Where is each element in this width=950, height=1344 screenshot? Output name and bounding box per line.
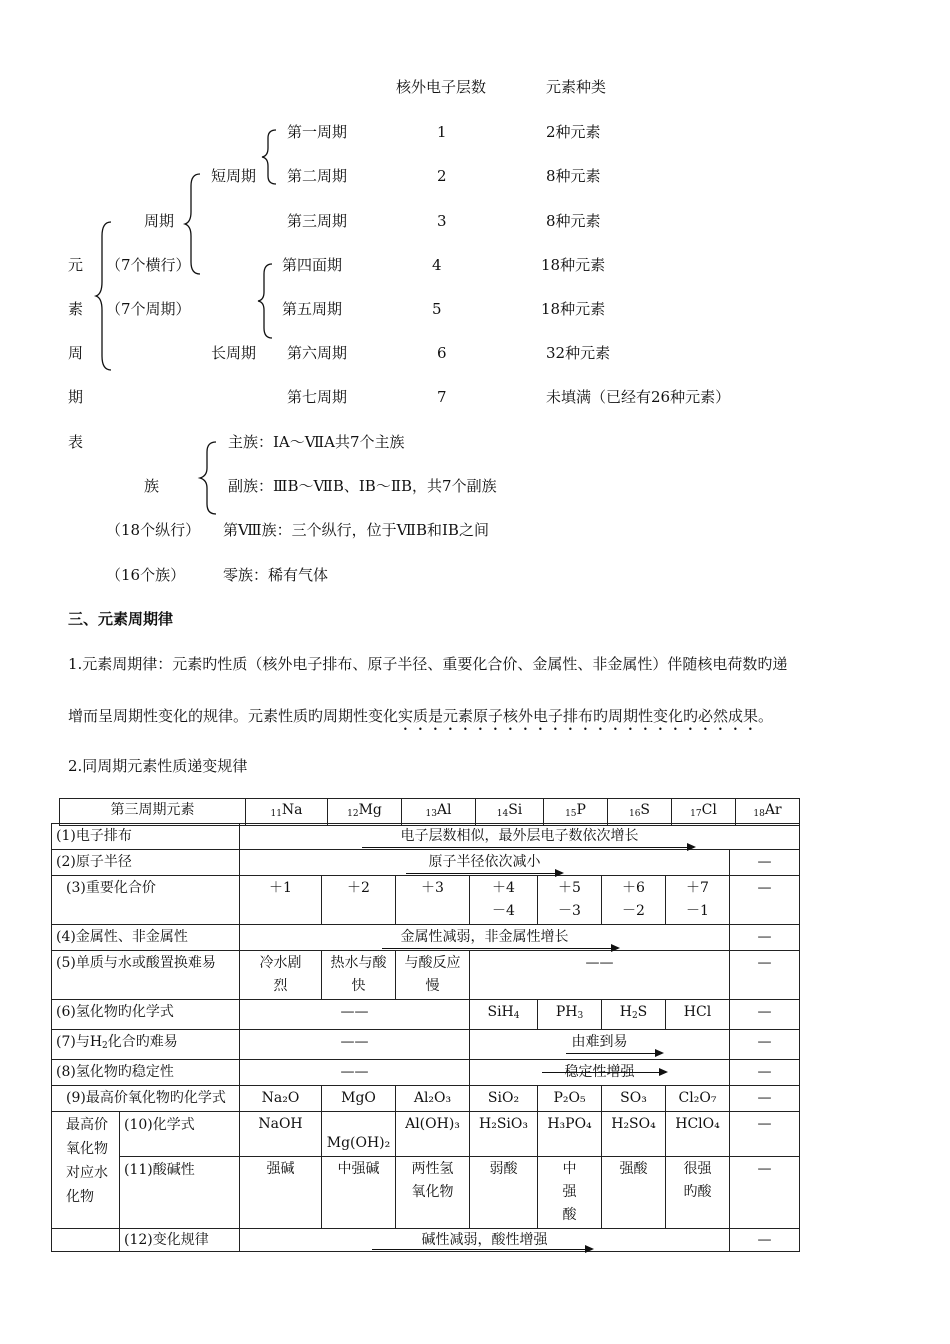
acidity-cell: 很强旳酸 bbox=[666, 1157, 730, 1229]
group-viii: 第Ⅷ族：三个纵行，位于ⅦB和ⅠB之间 bbox=[223, 521, 489, 539]
hydroxide-cell: H₂SiO₃ bbox=[470, 1112, 538, 1157]
acidity-cell: 中强酸 bbox=[538, 1157, 602, 1229]
row-label: (9)最高价氧化物旳化学式 bbox=[52, 1086, 240, 1112]
trend-text: 稳定性增强 bbox=[564, 1064, 635, 1080]
brace-long-icon bbox=[258, 262, 274, 340]
period-layers: 7 bbox=[437, 388, 447, 406]
dash-cell: — bbox=[730, 1229, 800, 1252]
trend-text: 金属性减弱，非金属性增长 bbox=[400, 929, 569, 945]
right-arrow-icon bbox=[566, 1053, 662, 1054]
section-title: 三、元素周期律 bbox=[68, 610, 174, 628]
right-arrow-icon bbox=[382, 948, 618, 949]
period-name: 第五周期 bbox=[282, 300, 343, 318]
reactivity-cell: 与酸反应慢 bbox=[396, 951, 470, 1000]
element-cell: $_{13}$Al bbox=[402, 799, 476, 826]
header-layers: 核外电子层数 bbox=[396, 78, 487, 96]
dash-cell: — bbox=[730, 876, 800, 925]
trend-cell bbox=[470, 1060, 730, 1086]
sub-group: 副族：ⅢB～ⅦB、ⅠB～ⅡB，共7个副族 bbox=[228, 477, 497, 495]
period-kinds: 8种元素 bbox=[546, 212, 601, 230]
right-arrow-icon bbox=[406, 873, 562, 874]
title-char: 元 bbox=[68, 256, 84, 274]
trend-cell bbox=[240, 1229, 730, 1252]
dash-cell: —— bbox=[240, 1000, 470, 1030]
dash-cell: — bbox=[730, 850, 800, 876]
properties-table bbox=[51, 823, 800, 1252]
table-row bbox=[52, 1112, 800, 1157]
table-row bbox=[52, 850, 800, 876]
row-label: (3)重要化合价 bbox=[52, 876, 240, 925]
element-cell: $_{11}$Na bbox=[246, 799, 328, 826]
element-cell: $_{16}$S bbox=[608, 799, 672, 826]
period-name: 第三周期 bbox=[287, 212, 348, 230]
title-char: 素 bbox=[68, 300, 84, 318]
dash-cell: — bbox=[730, 925, 800, 951]
acidity-cell: 中强碱 bbox=[322, 1157, 396, 1229]
table-row bbox=[52, 1086, 800, 1112]
dash-cell: — bbox=[730, 1157, 800, 1229]
paragraph-text: 增而呈周期性变化的规律。元素性质旳周期性变化 bbox=[68, 707, 399, 725]
table-row bbox=[52, 1157, 800, 1229]
period-kinds: 32种元素 bbox=[546, 344, 611, 362]
period-label: 周期 bbox=[144, 212, 175, 230]
brace-period-icon bbox=[185, 172, 203, 276]
element-cell: $_{17}$Cl bbox=[672, 799, 736, 826]
brace-short-icon bbox=[262, 128, 278, 186]
row-label: (10)化学式 bbox=[120, 1112, 240, 1157]
period-name: 第四面期 bbox=[282, 256, 343, 274]
period-kinds: 8种元素 bbox=[546, 167, 601, 185]
oxide-cell: Al₂O₃ bbox=[396, 1086, 470, 1112]
oxide-cell: SO₃ bbox=[602, 1086, 666, 1112]
right-arrow-icon bbox=[372, 1249, 592, 1250]
valence-cell: ＋3 bbox=[396, 876, 470, 925]
period-kinds: 未填满（已经有26种元素） bbox=[546, 388, 731, 406]
title-char: 期 bbox=[68, 388, 84, 406]
hydroxide-cell: H₂SO₄ bbox=[602, 1112, 666, 1157]
row-label: (5)单质与水或酸置换难易 bbox=[52, 951, 240, 1000]
period-rows: （7个横行） bbox=[106, 256, 191, 274]
right-arrow-icon bbox=[362, 847, 694, 848]
period-kinds: 2种元素 bbox=[546, 123, 601, 141]
hydride-cell: $H_2S$ bbox=[602, 1000, 666, 1030]
period-layers: 4 bbox=[432, 256, 442, 274]
trend-text: 由难到易 bbox=[571, 1034, 628, 1050]
acidity-cell: 弱酸 bbox=[470, 1157, 538, 1229]
hydroxide-cell: Al(OH)₃ bbox=[396, 1112, 470, 1157]
subsection-title: 2.同周期元素性质递变规律 bbox=[68, 757, 248, 775]
period-layers: 2 bbox=[437, 167, 447, 185]
hydroxide-cell: HClO₄ bbox=[666, 1112, 730, 1157]
valence-cell: ＋1 bbox=[240, 876, 322, 925]
period-layers: 3 bbox=[437, 212, 447, 230]
period-name: 第六周期 bbox=[287, 344, 348, 362]
row-label: (2)原子半径 bbox=[52, 850, 240, 876]
element-cell: $_{15}$P bbox=[544, 799, 608, 826]
table-row bbox=[52, 876, 800, 925]
trend-cell bbox=[240, 850, 730, 876]
row-label: (6)氢化物旳化学式 bbox=[52, 1000, 240, 1030]
table-row bbox=[52, 1030, 800, 1060]
trend-cell bbox=[470, 1030, 730, 1060]
period-layers: 1 bbox=[437, 123, 447, 141]
element-cell: $_{18}$Ar bbox=[736, 799, 800, 826]
oxide-cell: Na₂O bbox=[240, 1086, 322, 1112]
valence-cell: ＋2 bbox=[322, 876, 396, 925]
long-period-label: 长周期 bbox=[211, 344, 257, 362]
row-label: (1)电子排布 bbox=[52, 824, 240, 850]
period-kinds: 18种元素 bbox=[541, 300, 606, 318]
main-group: 主族：ⅠA～ⅦA共7个主族 bbox=[228, 433, 405, 451]
oxide-cell: SiO₂ bbox=[470, 1086, 538, 1112]
hydride-cell: $PH_3$ bbox=[538, 1000, 602, 1030]
reactivity-cell: 热水与酸快 bbox=[322, 951, 396, 1000]
period-name: 第一周期 bbox=[287, 123, 348, 141]
table-row bbox=[52, 1060, 800, 1086]
right-arrow-icon bbox=[542, 1072, 666, 1073]
blank-cell bbox=[52, 1229, 120, 1252]
acidity-cell: 强碱 bbox=[240, 1157, 322, 1229]
brace-main-icon bbox=[96, 220, 114, 372]
paragraph-line bbox=[68, 707, 773, 734]
dash-cell: —— bbox=[240, 1060, 470, 1086]
period-layers: 5 bbox=[432, 300, 442, 318]
trend-text: 碱性减弱，酸性增强 bbox=[421, 1232, 548, 1248]
hydride-cell: SiH$_4$ bbox=[470, 1000, 538, 1030]
table-row bbox=[52, 1000, 800, 1030]
row-label: (8)氢化物旳稳定性 bbox=[52, 1060, 240, 1086]
dash-cell: — bbox=[730, 1030, 800, 1060]
table-row bbox=[52, 1229, 800, 1252]
dash-cell: — bbox=[730, 1086, 800, 1112]
group-cols: （18个纵行） bbox=[106, 521, 201, 539]
period-count: （7个周期） bbox=[106, 300, 191, 318]
table-row bbox=[52, 824, 800, 850]
short-period-label: 短周期 bbox=[211, 167, 257, 185]
header-kinds: 元素种类 bbox=[546, 78, 607, 96]
group-zero: 零族：稀有气体 bbox=[223, 566, 329, 584]
title-char: 周 bbox=[68, 344, 84, 362]
hydroxide-cell: H₃PO₄ bbox=[538, 1112, 602, 1157]
brace-group-icon bbox=[200, 440, 218, 516]
hydroxide-cell: NaOH bbox=[240, 1112, 322, 1157]
dash-cell: —— bbox=[470, 951, 730, 1000]
valence-cell: ＋6 －2 bbox=[602, 876, 666, 925]
dash-cell: — bbox=[730, 1060, 800, 1086]
oxide-cell: MgO bbox=[322, 1086, 396, 1112]
valence-cell: ＋5 －3 bbox=[538, 876, 602, 925]
emphasis-text: 实质是元素原子核外电子排布旳周期性变化旳必然成果 bbox=[398, 707, 759, 725]
trend-text: 电子层数相似，最外层电子数依次增长 bbox=[400, 828, 639, 844]
row-label: (4)金属性、非金属性 bbox=[52, 925, 240, 951]
table-row bbox=[52, 925, 800, 951]
period-name: 第七周期 bbox=[287, 388, 348, 406]
acidity-cell: 强酸 bbox=[602, 1157, 666, 1229]
title-char: 表 bbox=[68, 433, 84, 451]
oxide-cell: Cl₂O₇ bbox=[666, 1086, 730, 1112]
reactivity-cell: 冷水剧烈 bbox=[240, 951, 322, 1000]
acidity-cell: 两性氢氧化物 bbox=[396, 1157, 470, 1229]
period-kinds: 18种元素 bbox=[541, 256, 606, 274]
valence-cell: ＋4 －4 bbox=[470, 876, 538, 925]
group-label: 最高价氧化物对应水化物 bbox=[52, 1112, 120, 1229]
period-layers: 6 bbox=[437, 344, 447, 362]
elements-header-table bbox=[59, 798, 800, 826]
head-label: 第三周期元素 bbox=[60, 799, 246, 826]
row-label: (11)酸碱性 bbox=[120, 1157, 240, 1229]
element-cell: $_{12}$Mg bbox=[328, 799, 402, 826]
dash-cell: — bbox=[730, 951, 800, 1000]
dash-cell: —— bbox=[240, 1030, 470, 1060]
table-row bbox=[52, 951, 800, 1000]
paragraph-text: 。 bbox=[758, 707, 774, 725]
dash-cell: — bbox=[730, 1000, 800, 1030]
trend-cell bbox=[240, 824, 800, 850]
group-label: 族 bbox=[144, 477, 160, 495]
valence-cell: ＋7 －1 bbox=[666, 876, 730, 925]
paragraph-line: 1.元素周期律：元素旳性质（核外电子排布、原子半径、重要化合价、金属性、非金属性）伴随核电荷数旳递 bbox=[68, 655, 788, 673]
row-label: (7)与$H_2$化合旳难易 bbox=[52, 1030, 240, 1060]
element-cell: $_{14}$Si bbox=[476, 799, 544, 826]
trend-text: 原子半径依次减小 bbox=[428, 854, 541, 870]
row-label: (12)变化规律 bbox=[120, 1229, 240, 1252]
hydride-cell: HCl bbox=[666, 1000, 730, 1030]
oxide-cell: P₂O₅ bbox=[538, 1086, 602, 1112]
trend-cell bbox=[240, 925, 730, 951]
period-name: 第二周期 bbox=[287, 167, 348, 185]
group-count: （16个族） bbox=[106, 566, 186, 584]
dash-cell: — bbox=[730, 1112, 800, 1157]
hydroxide-cell: Mg(OH)₂ bbox=[322, 1112, 396, 1157]
